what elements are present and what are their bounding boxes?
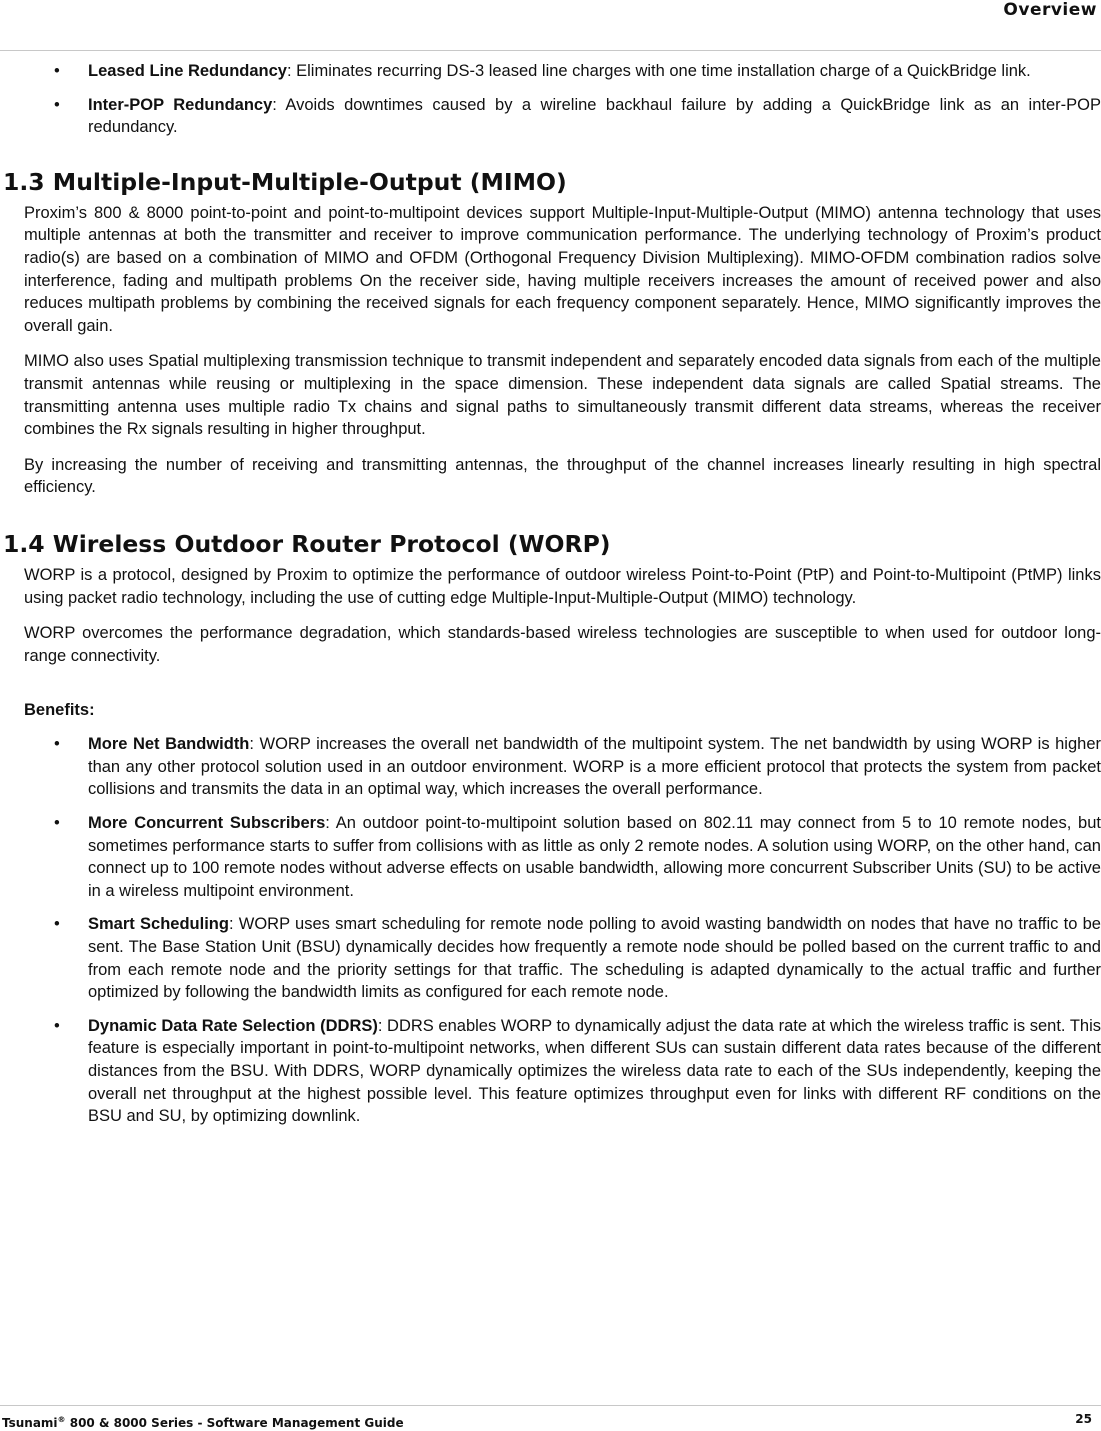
- running-header-title: Overview: [1003, 0, 1097, 20]
- bullet-text: : DDRS enables WORP to dynamically adjust the data rate at which the wireless traffic is sent. This feature is especially important in point-to-multipoint networks, when different SUs can sustain different data rates because of the different distances from the BSU. With DDRS, WORP dynamically optimizes the wireless data rate to each of the SUs independently, keeping the overall net throughput at the highest possible level. This feature optimizes throughput even for links with different RF conditions on the BSU and SU, by optimizing downlink.: [88, 1016, 1101, 1126]
- worp-paragraph: WORP is a protocol, designed by Proxim to optimize the performance of outdoor wireless Point-to-Point (PtP) and Point-to-Multipoint (PtMP) links using packet radio technology, including the use of cutting edge Multiple-Input-Multiple-Output (MIMO) technology.: [24, 565, 1101, 607]
- bullet-term: Inter-POP Redundancy: [88, 95, 273, 114]
- list-item: [24, 812, 1101, 902]
- bullet-text: : WORP uses smart scheduling for remote node polling to avoid wasting bandwidth on nodes that have no traffic to be sent. The Base Station Unit (BSU) dynamically decides how frequently a remote node should be polled based on the current traffic to and from each remote node and the priority settings for that traffic. The scheduling is adapted dynamically to the actual traffic and further optimized by following the bandwidth limits as configured for each remote node.: [88, 915, 1101, 1002]
- bullet-icon: •: [54, 1016, 60, 1035]
- bullet-icon: •: [54, 62, 60, 80]
- bullet-text: : Avoids downtimes caused by a wireline backhaul failure by adding a QuickBridge link as an inter-POP redundancy.: [88, 95, 1101, 137]
- footer-brand: Tsunami: [2, 1416, 58, 1430]
- mimo-paragraph: Proxim’s 800 & 8000 point-to-point and point-to-multipoint devices support Multiple-Input-Multiple-Output (MIMO) antenna technology that uses multiple antennas at both the transmitter and receiver to improve communication performance. The underlying technology of Proxim’s product radio(s) are based on a combination of MIMO and OFDM (Orthogonal Frequency Division Multiplexing). MIMO-OFDM combination radios solve interference, fading and multipath problems On the receiver side, having multiple receivers increases the amount of received power and also reduces multipath problems by combining the received signals for each frequency component separately. Hence, MIMO significantly improves the overall gain.: [24, 203, 1101, 335]
- bullet-text: : An outdoor point-to-multipoint solution based on 802.11 may connect from 5 to 10 remote nodes, but sometimes performance starts to suffer from collisions with as little as only 2 remote nodes. A solution using WORP, on the other hand, can connect up to 100 remote nodes without adverse effects on usable bandwidth, allowing more concurrent Subscriber Units (SU) to be active in a wireless multipoint environment.: [88, 814, 1101, 900]
- bullet-icon: •: [54, 735, 60, 754]
- list-item: [24, 733, 1101, 801]
- list-item: [24, 94, 1101, 139]
- bullet-term: Smart Scheduling: [88, 915, 229, 934]
- footer-guide-title: [2, 1412, 404, 1431]
- benefits-bullet-list: [24, 733, 1101, 1128]
- mimo-paragraph: By increasing the number of receiving and transmitting antennas, the throughput of the channel increases linearly resulting in high spectral efficiency.: [24, 455, 1101, 497]
- bullet-icon: •: [54, 95, 60, 114]
- bullet-text: : WORP increases the overall net bandwidth of the multipoint system. The net bandwidth by using WORP is higher than any other protocol solution used in an outdoor environment. WORP is a more efficient protocol that protects the system from packet collisions and transmits the data in an optimal way, which increases the overall performance.: [88, 735, 1101, 799]
- footer-title-rest: 800 & 8000 Series - Software Management Guide: [65, 1416, 404, 1430]
- section-heading-worp: 1.4 Wireless Outdoor Router Protocol (WORP): [3, 529, 611, 558]
- header-rule: [0, 50, 1101, 51]
- bullet-text: : Eliminates recurring DS-3 leased line charges with one time installation charge of a QuickBridge link.: [286, 62, 1031, 80]
- bullet-icon: •: [54, 814, 60, 833]
- benefits-label: Benefits:: [24, 701, 95, 720]
- worp-paragraph: WORP overcomes the performance degradation, which standards-based wireless technologies are susceptible to when used for outdoor long-range connectivity.: [24, 624, 1101, 665]
- bullet-term: Dynamic Data Rate Selection (DDRS): [88, 1016, 378, 1035]
- page-number: 25: [1075, 1412, 1092, 1426]
- mimo-paragraph: MIMO also uses Spatial multiplexing transmission technique to transmit independent and separately encoded data signals from each of the multiple transmit antennas while reusing or multiplexing in the space dimension. These independent data signals are called Spatial streams. The transmitting antenna uses multiple radio Tx chains and signal paths to simultaneously transmit different data streams, whereas the receiver combines the Rx signals resulting in higher throughput.: [24, 352, 1101, 439]
- bullet-term: More Net Bandwidth: [88, 735, 250, 754]
- redundancy-bullet-list: [24, 60, 1101, 139]
- section-heading-mimo: 1.3 Multiple-Input-Multiple-Output (MIMO): [3, 167, 567, 196]
- bullet-term: Leased Line Redundancy: [88, 62, 287, 80]
- list-item: [24, 1015, 1101, 1128]
- bullet-icon: •: [54, 915, 60, 934]
- bullet-term: More Concurrent Subscribers: [88, 814, 326, 833]
- list-item: [24, 913, 1101, 1003]
- list-item: [24, 60, 1101, 83]
- page-content: [3, 60, 1101, 1139]
- footer-rule: [0, 1405, 1101, 1406]
- registered-mark: ®: [57, 1415, 66, 1424]
